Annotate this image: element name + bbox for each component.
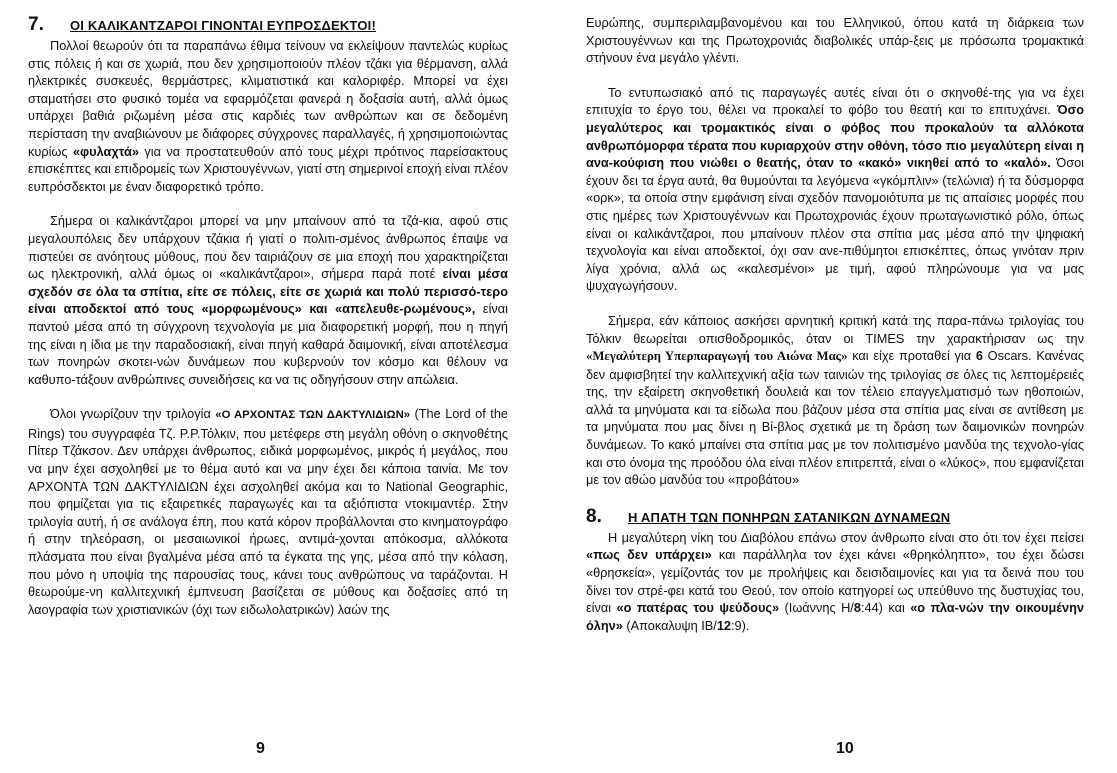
paragraph-7-2: Σήμερα οι καλικάντζαροι μπορεί να μην μπαίνουν από τα τζά-κια, αφού στις μεγαλουπόλεις δεν υπάρχουν τζάκια ή γιατί ο πολιτι-σμένος άνθρωπος έπαψε να πιστεύει σε ανόητους μύθους, που δεν ταιριάζουν σε μια εποχή που χαρακτηρίζεται ως ηλεκτρονική, αλλά όμως οι «καλικάντζαροι», σήμερα παρά ποτέ είναι μέσα σχεδόν σε όλα τα σπίτια, είτε σε πόλεις, είτε σε χωριά και πολύ περισσό-τερο είναι αποδεκτοί από τους «μορφωμένους» και «απελευθε-ρωμένους», είναι παντού μέσα από τη σύγχρονη τεχνολογία με μια διαφορετική μορφή, που η πηγή της είναι η ίδια με την παραδοσιακή, είναι πηγή καθαρά δαιμονική, είναι αποτέλεσμα των πονηρών σκοτει-νών δυνάμεων που κυβερνούν τον κόσμο και θέλουν να καθυπο-τάξουν ανθρώπινες συνειδήσεις κα να τις οδηγήσουν στην απώλεια. [28, 213, 509, 387]
section-7-title: ΟΙ ΚΑΛΙΚΑΝΤΖΑΡΟΙ ΓΙΝΟΝΤΑΙ ΕΥΠΡΟΣΔΕΚΤΟΙ! [70, 18, 377, 33]
section-8-heading [586, 506, 1084, 528]
paragraph-continued: Ευρώπης, συμπεριλαμβανομένου και του Ελληνικού, όπου κατά τη διάρκεια των Χριστουγέννων και της Πρωτοχρονιάς διαβολικές υπάρ-ξεις με πρόσωπα τρομακτικά στήνουν ένα μεγάλο γλέντι. [586, 15, 1084, 66]
paragraph-7-3: Όλοι γνωρίζουν την τριλογία «Ο ΑΡΧΟΝΤΑΣ ΤΩΝ ΔΑΚΤΥΛΙΔΙΩΝ» (The Lord of the Rings) του συγγραφέα Τζ. Ρ.Ρ.Τόλκιν, που μετέφερε στη μεγάλη οθόνη ο σκηνοθέτης Πίτερ Τζάκσον. Δεν υπάρχει άνθρωπος, ειδικά μορφωμένος, μικρός ή μεγάλος, που να μην έχει ασχοληθεί με το θέμα αυτό και να μην έχει δει κάποια ταινία. Με τον ΑΡΧΟΝΤΑ ΤΩΝ ΔΑΚΤΥΛΙΔΙΩΝ έχει ασχοληθεί ακόμα και το National Geographic, που φημίζεται για τις εξαιρετικές παραγωγές και τα αξιόπιστα ντοκιμαντέρ. Στην τριλογία αυτή, ή σε ανάλογα έπη, που κατά κόρον προβάλλονται στο κινηματογράφο ή στην τηλεόραση, οι μεσαιωνικοί ήρωες, αντιμά-χονται απόκοσμα, αλλόκοτα πλάσματα που είναι βγαλμένα μέσα από τα έγκατα της γης, μέσα από την κόλαση, που μόνο η υποψία της παρουσίας τους, κάνει τους ανθρώπους να ταράζονται. Η θεωρούμε-νη καλλιτεχνική έμπνευση βασίζεται σε μύθους και δοξασίες από τη λαογραφία των χριστιανικών (όχι των ειδωλολατρικών) λαών της [28, 406, 508, 617]
page-number-left: 9 [256, 740, 265, 757]
paragraph-7-1: Πολλοί θεωρούν ότι τα παραπάνω έθιμα τείνουν να εκλείψουν παντελώς κυρίως στις πόλεις ή και σε χωριά, που δεν χρησιμοποιούν πλέον τζάκι για θέρμανση, αλλά ηλεκτρικές συσκευές, θερμάστρες, κλιματιστικά και καλοριφέρ. Μπορεί να έχει σταματήσει στο φυσικό τομέα να εφαρμόζεται φανερά η δοξασία αυτή, αλλά όμως υπάρχει βαθιά ριζωμένη μέσα στις καρδιές των ανθρώπων και σε δεδομένη περίσταση την αναβιώνουν με διάφορες σύγχρονες παραλλαγές, ή χρησιμοποιώντας κυρίως «φυλαχτά» για να προστατευθούν από τους μέχρι πρότινος παρείσακτους επισκέπτες και επιδρομείς των Χριστουγέννων, γιατί στη σημερινοί εποχή είναι πλέον ευπρόσδεκτοι με έναν διαφορετικό τρόπο. [28, 38, 509, 194]
left-page [28, 14, 508, 618]
section-7-number: 7. [28, 14, 44, 35]
section-7-heading [28, 14, 508, 36]
paragraph-r-2: Σήμερα, εάν κάποιος ασκήσει αρνητική κριτική κατά της παρα-πάνω τριλογίας του Τόλκιν θεωρείται οπισθοδρομικός, όταν οι TIMES την χαρακτήρισαν ως την «Μεγαλύτερη Υπερπαραγωγή του Αιώνα Μας» και είχε προταθεί για 6 Oscars. Κανένας δεν αμφισβητεί την καλλιτεχνική αξία των ταινιών της τριλογίας σε όλες τις λεπτομέρειές της, την εξαίρετη σκηνοθετική δουλειά και τον τέλειο επαγγελματισμό των ηθοποιών, αλλά τα μηνύματα και τα είδωλα που βάζουν μέσα στα σπίτια μας είναι σε αντίθεση με τα μηνύματα που μας δίνει η Βί-βλος σχετικά με τη δράση των δαιμονικών πονηρών δυνάμεων. Το κακό μπαίνει στα σπίτια μας με τον πολιτισμένο μανδύα της τεχνολο-γίας και στο όνομα της προόδου όλα είναι πλέον επιτρεπτά, είναι ο «λύκος», που εμφανίζεται με τον αθώο μανδύα του «προβάτου» [586, 312, 1085, 488]
page-number-right: 10 [836, 740, 854, 757]
section-8-title: Η ΑΠΑΤΗ ΤΩΝ ΠΟΝΗΡΩΝ ΣΑΤΑΝΙΚΩΝ ΔΥΝΑΜΕΩΝ [628, 509, 951, 525]
paragraph-r-1: Το εντυπωσιακό από τις παραγωγές αυτές είναι ότι ο σκηνοθέ-της για να έχει επιτυχία το έργο του, θέλει να προκαλεί το φόβο του θεατή και το επιτυχάνει. Όσο μεγαλύτερος και τρομακτικός είναι ο φόβος που προκαλούν τα αλλόκοτα ανθρωπόμορφα τέρατα που κυριαρχούν στην οθόνη, τόσο πιο μεγαλύτερη είναι η ανα-κούφιση που νιώθει ο θεατής, όταν το «κακό» νικηθεί από το «καλό». Όσοι έχουν δει τα έργα αυτά, θα θυμούνται τα λεγόμενα «γκόμπλιν» (τελώνια) ή τα δύσμορφα «ορκ», τα οποία στην εμφάνιση είναι σχεδόν πανομοιότυπα με τις απαίσιες μορφές που στις ημέρες των Χριστουγέννων και Πρωτοχρονιάς έχουν πρωταγωνιστικό ρόλο, όπως είναι οι καλικάντζαροι, που μπαίνουν πλέον στα σπίτια μας μέσα από την ψηφιακή τεχνολογία και είναι αποδεκτοί, όχι σαν ανε-πιθύμητοι επισκέπτες, όπως γινόταν πριν λίγα χρόνια, αλλά ως «καλεσμένοι» με τιμή, αφού πληρώνουμε για να μας ψυχαγωγήσουν. [586, 84, 1084, 294]
paragraph-8-1: Η μεγαλύτερη νίκη του Διαβόλου επάνω στον άνθρωπο είναι στο ότι τον έχει πείσει «πως δεν υπάρχει» και παράλληλα τον έχει κάνει «θρηκόληπτο», του έχει δώσει «θρησκεία», γεμίζοντάς τον με προλήψεις και δεισιδαιμονίες και για τα δεινά που του δίνει τον στρέ-φει κατά του Θεού, τον οποίο κατηγορεί ως υπεύθυνο της δυστυχίας του, είναι «ο πατέρας του ψεύδους» (Ιωάννης Η/8:44) και «ο πλα-νών την οικουμένην όλην» (Αποκαλυψη ΙΒ/12:9). [586, 529, 1085, 633]
section-8-number: 8. [586, 505, 602, 527]
right-page [586, 14, 1084, 634]
